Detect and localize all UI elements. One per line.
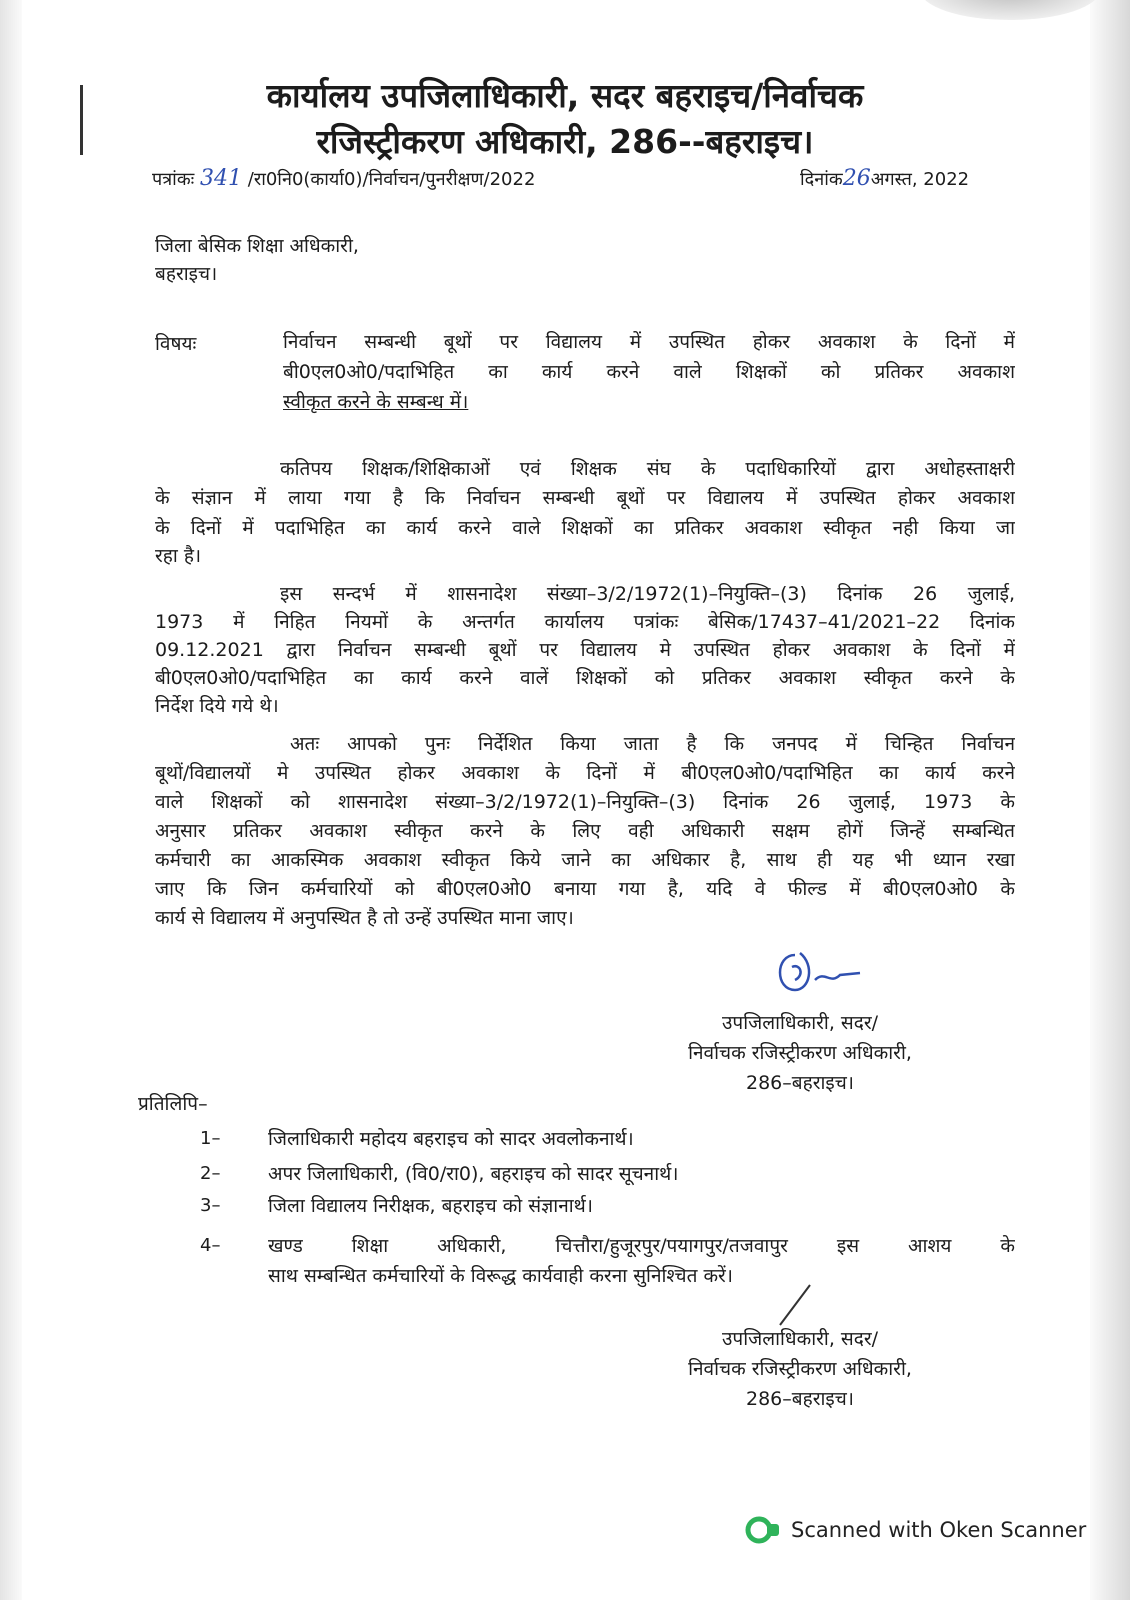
office-title-line2: रजिस्ट्रीकरण अधिकारी, 286--बहराइच। xyxy=(316,122,814,161)
reference-label: पत्रांकः xyxy=(152,169,195,190)
handwritten-day: 26 xyxy=(842,166,871,191)
signatory-designation: निर्वाचक रजिस्ट्रीकरण अधिकारी, xyxy=(688,1358,912,1380)
copy-item-line: जिलाधिकारी महोदय बहराइच को सादर अवलोकनार्थ। xyxy=(268,1128,634,1150)
paragraph-line: निर्देश दिये गये थे। xyxy=(155,695,279,717)
copy-item-number: 3– xyxy=(200,1195,221,1216)
reference-text: /रा0नि0(कार्या0)/निर्वाचन/पुनरीक्षण/2022 xyxy=(247,169,536,190)
signatory-place: 286–बहराइच। xyxy=(746,1388,854,1410)
subject-label: विषयः xyxy=(155,333,197,355)
signatory-designation: उपजिलाधिकारी, सदर/ xyxy=(721,1328,879,1350)
scan-edge-right xyxy=(1090,0,1130,1600)
copy-item-number: 2– xyxy=(200,1163,221,1184)
signature-block xyxy=(620,1008,980,1098)
letter-date xyxy=(800,166,969,191)
reference-number xyxy=(152,166,535,191)
date-text: अगस्त, 2022 xyxy=(870,169,970,190)
paragraph-line: कर्मचारी का आकस्मिक अवकाश स्वीकृत किये जाने का अधिकार है, साथ ही यह भी ध्यान रखा xyxy=(155,849,1015,871)
addressee-line: जिला बेसिक शिक्षा अधिकारी, xyxy=(155,235,359,257)
signature-1 xyxy=(770,935,870,1005)
copy-item-line: जिला विद्यालय निरीक्षक, बहराइच को संज्ञानार्थ। xyxy=(268,1195,594,1217)
paragraph-line: बी0एल0ओ0/पदाभिहित का कार्य करने वालें शिक्षकों को प्रतिकर अवकाश स्वीकृत करने के xyxy=(155,667,1015,689)
signatory-designation: उपजिलाधिकारी, सदर/ xyxy=(721,1012,879,1034)
paragraph-line: 09.12.2021 द्वारा निर्वाचन सम्बन्धी बूथों पर विद्यालय मे उपस्थित होकर अवकाश के दिनों में xyxy=(155,639,1015,661)
paragraph-line: रहा है। xyxy=(155,545,202,567)
paragraph-line: कतिपय शिक्षक/शिक्षिकाओं एवं शिक्षक संघ के पदाधिकारियों द्वारा अधोहस्ताक्षरी xyxy=(280,458,1015,480)
paragraph-line: के दिनों में पदाभिहित का कार्य करने वाले शिक्षकों का प्रतिकर अवकाश स्वीकृत नही किया जा xyxy=(155,517,1015,539)
paragraph-line: 1973 में निहित नियमों के अन्तर्गत कार्यालय पत्रांकः बेसिक/17437–41/2021–22 दिनांक xyxy=(155,611,1015,633)
paragraph-line: जाए कि जिन कर्मचारियों को बी0एल0ओ0 बनाया गया है, यदि वे फील्ड में बी0एल0ओ0 के xyxy=(155,878,1015,900)
paragraph-line: कार्य से विद्यालय में अनुपस्थित है तो उन्हें उपस्थित माना जाए। xyxy=(155,907,574,929)
paragraph-line: इस सन्दर्भ में शासनादेश संख्या–3/2/1972(1)–नियुक्ति–(3) दिनांक 26 जुलाई, xyxy=(280,583,1015,605)
paragraph-line: के संज्ञान में लाया गया है कि निर्वाचन सम्बन्धी बूथों पर विद्यालय में उपस्थित होकर अवकाश xyxy=(155,487,1015,509)
copy-item-line: साथ सम्बन्धित कर्मचारियों के विरूद्ध कार्यवाही करना सुनिश्चित करें। xyxy=(268,1265,734,1287)
signatory-designation: निर्वाचक रजिस्ट्रीकरण अधिकारी, xyxy=(688,1042,912,1064)
copy-item-number: 1– xyxy=(200,1128,221,1149)
office-title-line1: कार्यालय उपजिलाधिकारी, सदर बहराइच/निर्वाचक xyxy=(266,76,864,115)
handwritten-number: 341 xyxy=(200,166,243,191)
paragraph-line: बूथों/विद्यालयों मे उपस्थित होकर अवकाश के दिनों में बी0एल0ओ0/पदाभिहित का कार्य करने xyxy=(155,762,1015,784)
paragraph-line: वाले शिक्षकों को शासनादेश संख्या–3/2/1972(1)–नियुक्ति–(3) दिनांक 26 जुलाई, 1973 के xyxy=(155,791,1015,813)
paragraph-line: अनुसार प्रतिकर अवकाश स्वीकृत करने के लिए वही अधिकारी सक्षम होगें जिन्हें सम्बन्धित xyxy=(155,820,1015,842)
date-label: दिनांक xyxy=(800,169,843,190)
signature-block-2 xyxy=(620,1324,980,1414)
subject-line: स्वीकृत करने के सम्बन्ध में। xyxy=(283,391,469,413)
subject-line: निर्वाचन सम्बन्धी बूथों पर विद्यालय में उपस्थित होकर अवकाश के दिनों में xyxy=(283,331,1015,353)
copy-item-number: 4– xyxy=(200,1235,221,1256)
copy-item-line: अपर जिलाधिकारी, (वि0/रा0), बहराइच को सादर सूचनार्थ। xyxy=(268,1163,679,1185)
signatory-place: 286–बहराइच। xyxy=(746,1072,854,1094)
scanner-watermark xyxy=(745,1515,1086,1545)
copy-to-label: प्रतिलिपि– xyxy=(138,1093,208,1115)
copy-item-line: खण्ड शिक्षा अधिकारी, चित्तौरा/हुजूरपुर/पयागपुर/तजवापुर इस आशय के xyxy=(268,1235,1015,1257)
scan-edge-left xyxy=(0,0,22,1600)
paragraph-line: अतः आपको पुनः निर्देशित किया जाता है कि जनपद में चिन्हित निर्वाचन xyxy=(290,733,1015,755)
scan-shadow xyxy=(920,0,1100,20)
scanner-text: Scanned with Oken Scanner xyxy=(791,1518,1087,1542)
oken-scanner-logo-icon xyxy=(745,1515,781,1545)
addressee-line: बहराइच। xyxy=(155,263,218,285)
subject-line: बी0एल0ओ0/पदाभिहित का कार्य करने वाले शिक्षकों को प्रतिकर अवकाश xyxy=(283,361,1015,383)
